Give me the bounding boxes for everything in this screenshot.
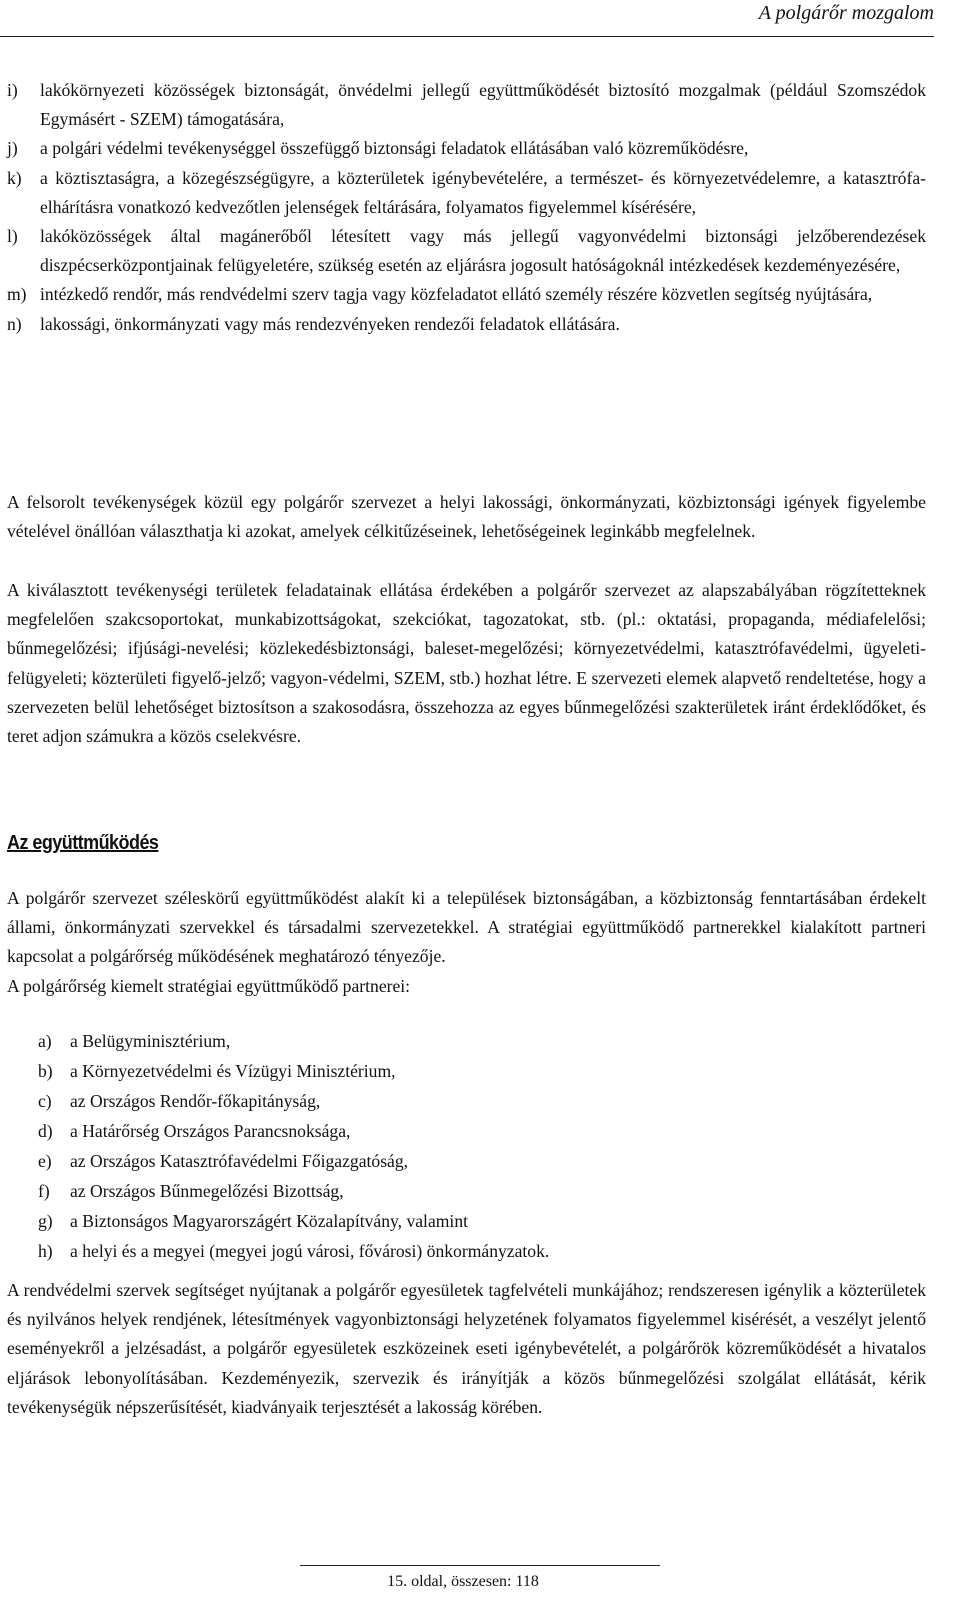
running-header-title: A polgárőr mozgalom [758, 2, 934, 24]
page-number: 15. oldal, összesen: 118 [387, 1573, 539, 1590]
list-item [0, 1056, 926, 1086]
list-item [0, 1236, 926, 1266]
footer-divider [300, 1565, 660, 1566]
list-item [0, 280, 926, 309]
list-item-text: intézkedő rendőr, más rendvédelmi szerv tagja vagy közfeladatot ellátó személy részére közvetlen segítség nyújtására, [40, 284, 873, 305]
list-item-text: a köztisztaságra, a közegészségügyre, a közterületek igénybevételére, a természet- és környezetvédelemre, a katasztrófa-elhárításra vonatkozó kedvezőtlen jelenségek feltárására, folyamatos figyelemmel kísérésére, [40, 167, 926, 217]
list-item-text: a Határőrség Országos Parancsnoksága, [70, 1121, 351, 1141]
list-partners [0, 1026, 926, 1266]
list-item-label: m) [7, 284, 27, 305]
list-item-label: f) [38, 1181, 50, 1201]
paragraph-block [0, 884, 926, 1001]
list-item-label: e) [38, 1151, 52, 1171]
list-item-label: k) [7, 167, 22, 188]
list-item-label: l) [7, 226, 18, 247]
list-item-label: j) [7, 138, 18, 159]
partners-intro: A polgárőrség kiemelt stratégiai együttműködő partnerei: [7, 975, 411, 996]
list-item-text: lakóközösségek által magánerőből létesített vagy más jellegű vagyonvédelmi biztonsági jelzőberendezések diszpécserközpontjainak felügyeletére, szükség esetén az eljárásra jogosult hatóságoknál intézkedések kezdeményezésére, [40, 226, 926, 276]
list-item [0, 1146, 926, 1176]
list-item [0, 310, 926, 339]
list-item-text: lakókörnyezeti közösségek biztonságát, önvédelmi jellegű együttműködését biztosító mozgalmak (például Szomszédok Egymásért - SZEM) támogatására, [40, 80, 926, 130]
list-item-text: a helyi és a megyei (megyei jogú városi, fővárosi) önkormányzatok. [70, 1241, 550, 1261]
list-item-text: az Országos Rendőr-főkapitányság, [70, 1091, 321, 1111]
paragraph-block [0, 1276, 926, 1422]
list-item-text: a Környezetvédelmi és Vízügyi Minisztérium, [70, 1061, 396, 1081]
paragraph: A felsorolt tevékenységek közül egy polgárőr szervezet a helyi lakossági, önkormányzati, közbiztonsági igények figyelembe vételével önállóan választhatja ki azokat, amelyek célkitűzéseinek, lehetőségeinek leginkább megfelelnek. [7, 492, 926, 542]
paragraph: A kiválasztott tevékenységi területek feladatainak ellátása érdekében a polgárőr szervezet az alapszabályában rögzítetteknek megfelelően szakcsoportokat, munkabizottságokat, szekciókat, tagozatokat, stb. (pl.: oktatási, propaganda, médiafelelősi; bűnmegelőzési; ifjúsági-nevelési; közlekedésbiztonsági, baleset-megelőzési; környezetvédelmi, katasztrófavédelmi, ügyeleti-felügyeleti; közterületi figyelő-jelző; vagyon-védelmi, SZEM, stb.) hozhat létre. E szervezeti elemek alapvető rendeltetése, hogy a szervezeten belül lehetőséget biztosítson a szakosodásra, összehozza az egyes bűnmegelőzési szakterületek iránt érdeklődőket, és teret adjon számukra a közös cselekvésre. [7, 580, 926, 747]
list-item-label: h) [38, 1241, 53, 1261]
paragraph-block [0, 576, 926, 751]
list-item-text: a Biztonságos Magyarországért Közalapítvány, valamint [70, 1211, 469, 1231]
paragraph-block [0, 488, 926, 546]
list-item [0, 222, 926, 280]
list-item [0, 1116, 926, 1146]
list-item-text: lakossági, önkormányzati vagy más rendezvényeken rendezői feladatok ellátására. [40, 313, 620, 334]
list-item [0, 1026, 926, 1056]
list-item-label: c) [38, 1091, 52, 1111]
list-item-label: n) [7, 313, 22, 334]
paragraph: A rendvédelmi szervek segítséget nyújtanak a polgárőr egyesületek tagfelvételi munkájához; rendszeresen igénylik a közterületek és nyilvános helyek rendjének, létesítmények vagyonbiztonsági helyzetének folyamatos figyelemmel kisérését, a veszélyt jelentő eseményekről a jelzésadást, a polgárőr egyesületek eszközeinek eseti igénybevételét, a polgárőrök közreműködését a hivatalos eljárások lebonyolításában. Kezdeményezik, szervezik és irányítják a közös bűnmegelőzési szolgálat ellátását, kérik tevékenységük népszerűsítését, kiadványaik terjesztését a lakosság körében. [7, 1280, 926, 1417]
list-item [0, 164, 926, 222]
list-item-text: az Országos Bűnmegelőzési Bizottság, [70, 1181, 344, 1201]
list-item [0, 1176, 926, 1206]
list-item [0, 1206, 926, 1236]
list-item [0, 1086, 926, 1116]
list-item-label: g) [38, 1211, 53, 1231]
list-item-text: az Országos Katasztrófavédelmi Főigazgatóság, [70, 1151, 409, 1171]
list-item [0, 134, 926, 163]
list-item [0, 76, 926, 134]
list-activities [0, 76, 926, 339]
list-item-label: b) [38, 1061, 53, 1081]
header-divider [0, 36, 934, 37]
list-item-text: a polgári védelmi tevékenységgel összefüggő biztonsági feladatok ellátásában való közreműködésre, [40, 138, 749, 159]
list-item-label: i) [7, 80, 18, 100]
section-heading: Az együttműködés [7, 832, 159, 854]
list-item-text: a Belügyminisztérium, [70, 1031, 231, 1051]
list-item-label: d) [38, 1121, 53, 1141]
paragraph: A polgárőr szervezet széleskörű együttműködést alakít ki a települések biztonságában, a közbiztonság fenntartásában érdekelt állami, önkormányzati szervekkel és társadalmi szervezetekkel. A stratégiai együttműködő partnerekkel kialakított partneri kapcsolat a polgárőrség működésének meghatározó tényezője. [7, 888, 926, 967]
list-item-label: a) [38, 1031, 52, 1051]
